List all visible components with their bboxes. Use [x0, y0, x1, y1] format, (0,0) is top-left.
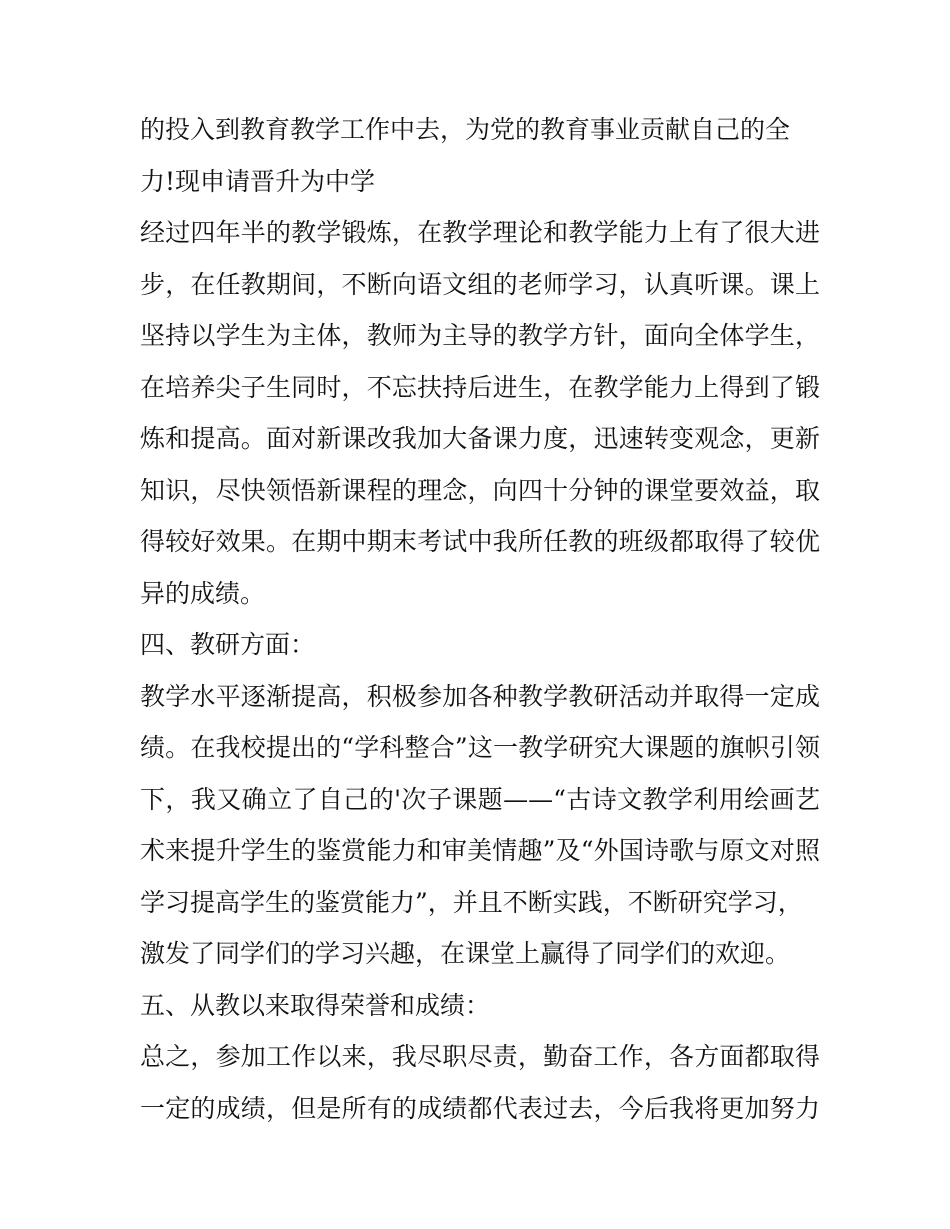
- text-line: 激发了同学们的学习兴趣，在课堂上赢得了同学们的欢迎。: [140, 939, 791, 968]
- text-line: 的投入到教育教学工作中去，为党的教育事业贡献自己的全: [140, 115, 791, 144]
- text-line: 知识，尽快领悟新课程的理念，向四十分钟的课堂要效益，取: [140, 475, 820, 505]
- text-line: 步，在任教期间，不断向语文组的老师学习，认真听课。课上: [140, 269, 820, 299]
- text-line: 异的成绩。: [140, 578, 266, 608]
- text-line: 在培养尖子生同时，不忘扶持后进生，在教学能力上得到了锻: [140, 372, 820, 402]
- document-body: [140, 104, 820, 1134]
- text-line: 坚持以学生为主体，教师为主导的教学方针，面向全体学生，: [140, 321, 820, 350]
- section-heading: 四、教研方面：: [140, 630, 316, 659]
- text-line: 下，我又确立了自己的'次子课题——“古诗文教学利用绘画艺: [140, 784, 820, 814]
- text-line: 一定的成绩，但是所有的成绩都代表过去，今后我将更加努力: [140, 1093, 820, 1123]
- text-line: 力!现申请晋升为中学: [140, 166, 376, 196]
- text-line: 得较好效果。在期中期末考试中我所任教的班级都取得了较优: [140, 527, 820, 556]
- text-line: 总之，参加工作以来，我尽职尽责，勤奋工作，各方面都取得: [140, 1042, 820, 1071]
- text-line: 学习提高学生的鉴赏能力”，并且不断实践，不断研究学习，: [140, 887, 803, 917]
- text-line: 教学水平逐渐提高，积极参加各种教学教研活动并取得一定成: [140, 681, 820, 711]
- text-line: 绩。在我校提出的“学科整合”这一教学研究大课题的旗帜引领: [140, 733, 820, 762]
- text-line: 术来提升学生的鉴赏能力和审美情趣”及“外国诗歌与原文对照: [140, 836, 820, 865]
- text-line: 炼和提高。面对新课改我加大备课力度，迅速转变观念，更新: [140, 424, 820, 453]
- text-line: 经过四年半的教学锻炼，在教学理论和教学能力上有了很大进: [140, 218, 820, 247]
- section-heading: 五、从教以来取得荣誉和成绩：: [140, 990, 491, 1020]
